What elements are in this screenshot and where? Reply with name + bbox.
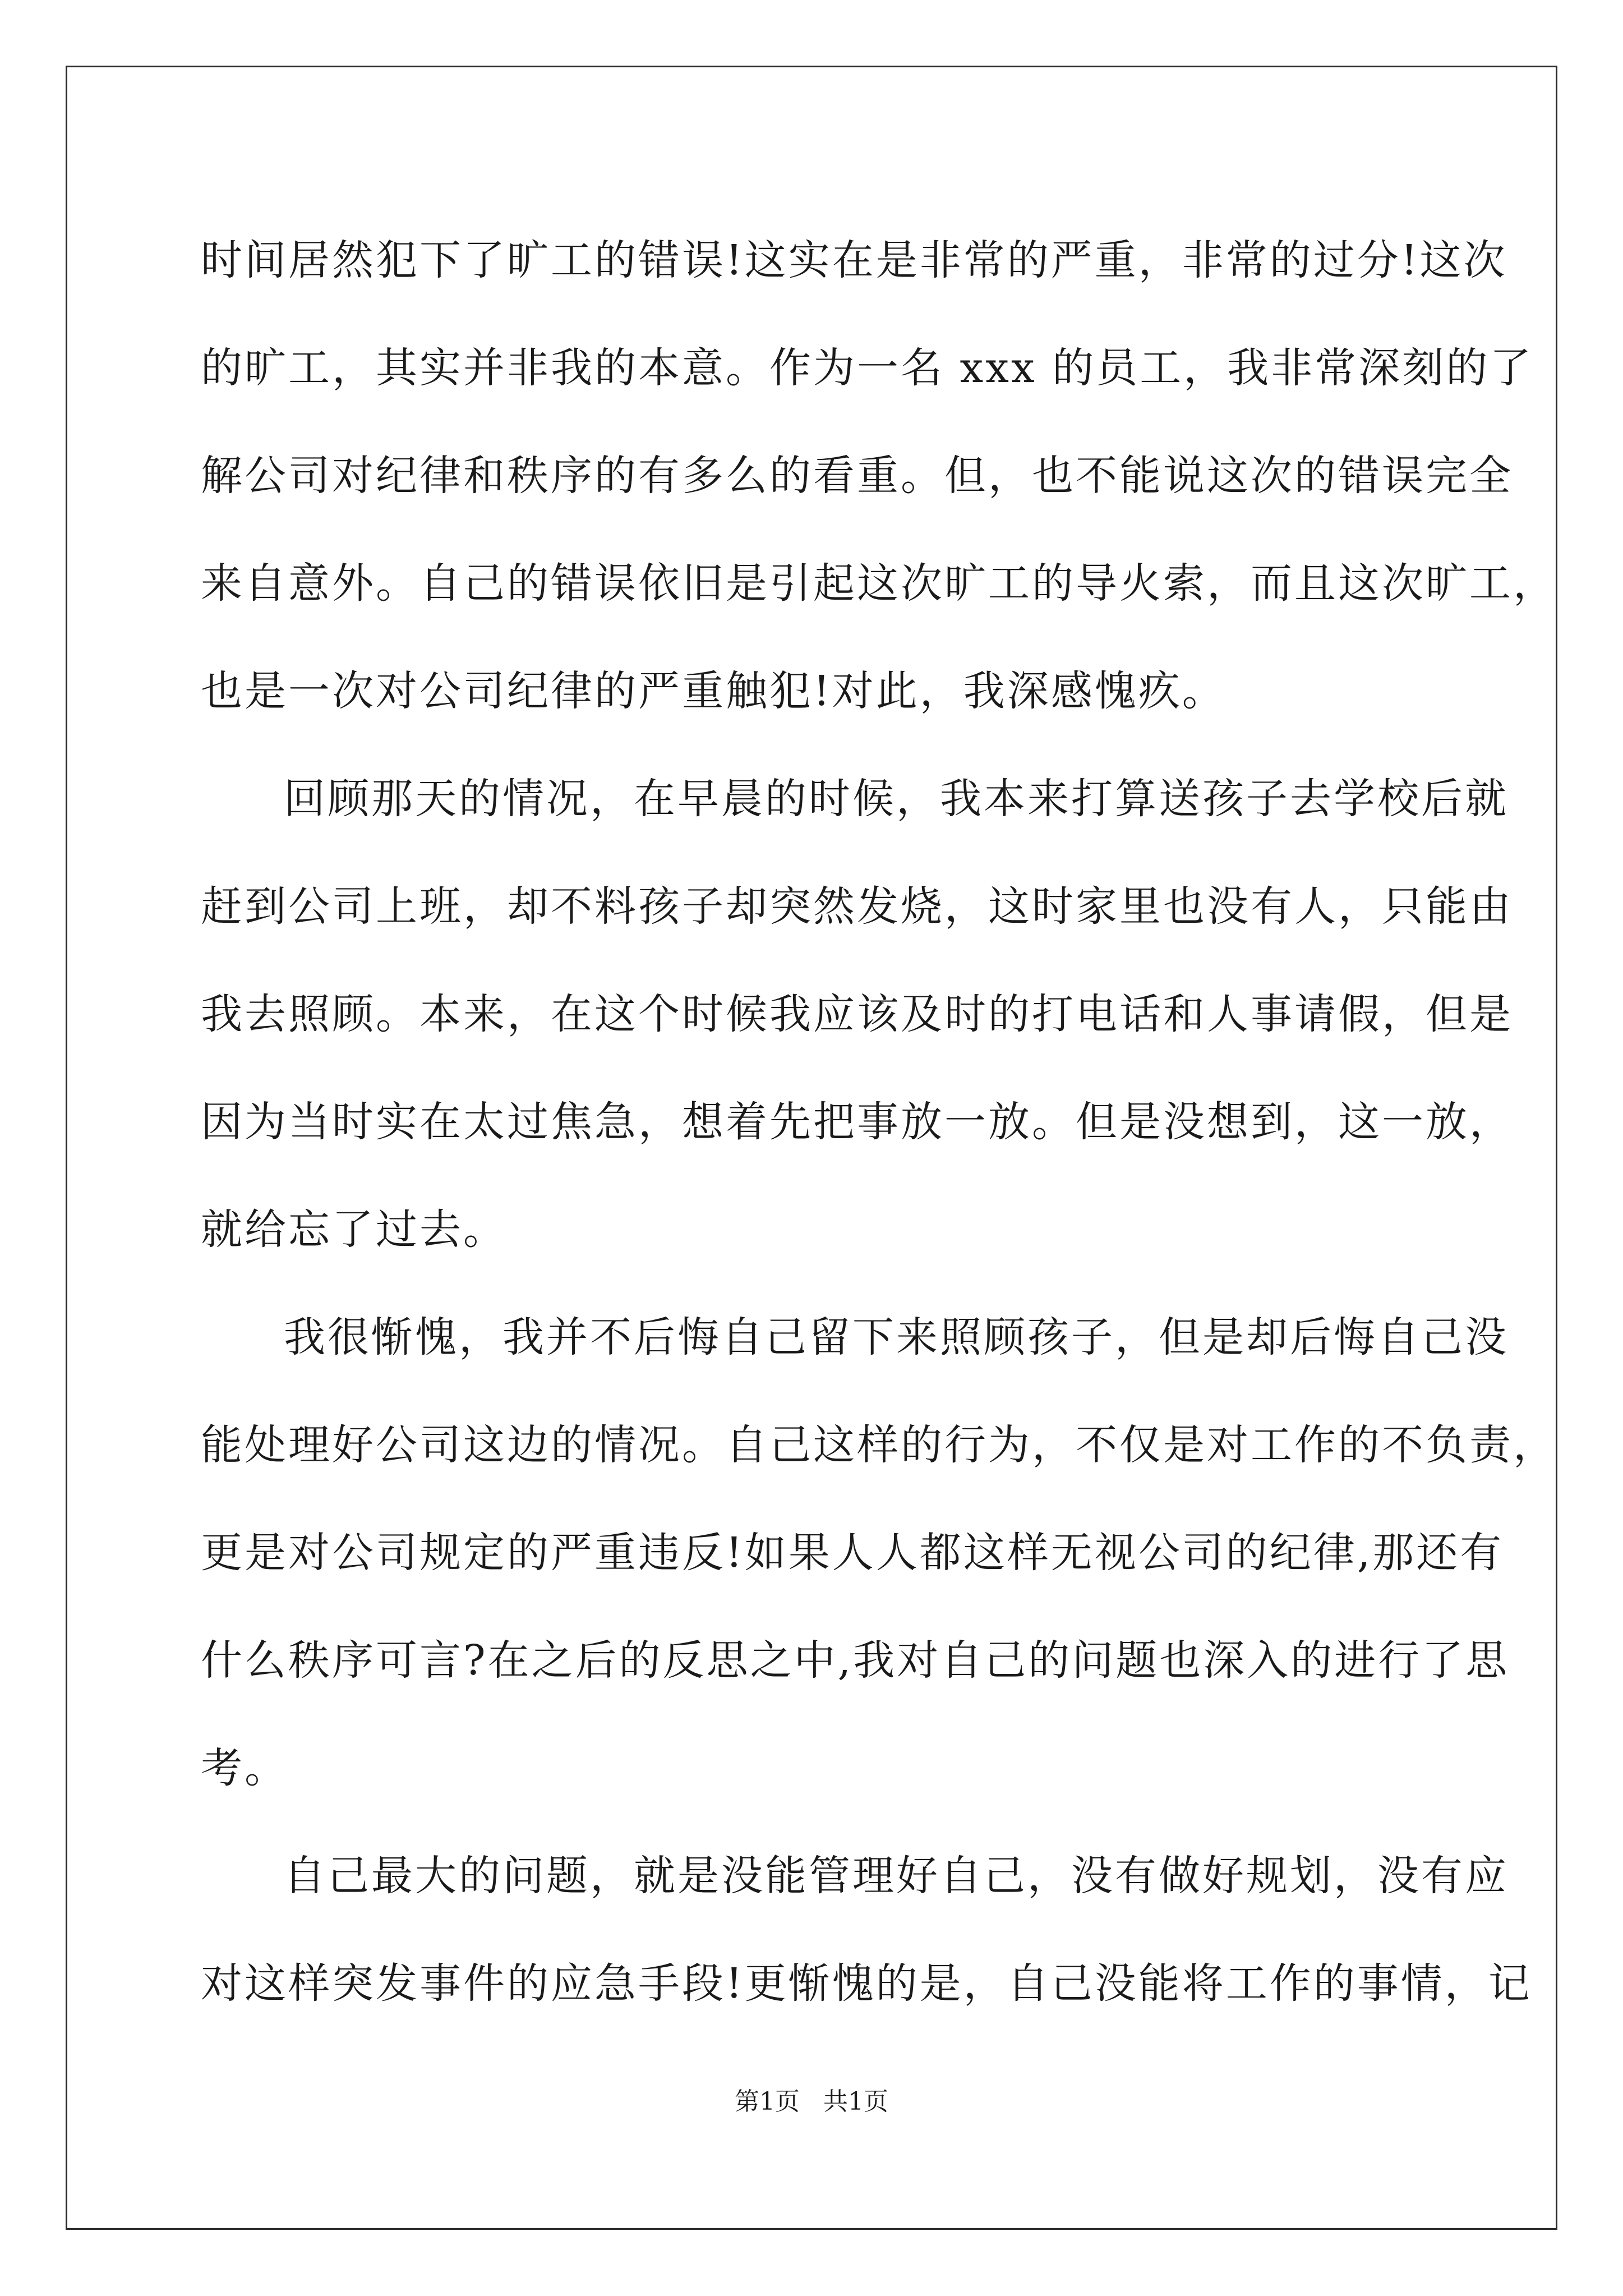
paragraph-first-line: 回顾那天的情况，在早晨的时候，我本来打算送孩子去学校后就 [284, 775, 1509, 823]
page-footer [0, 2081, 1623, 2117]
page-count: 共1页 [823, 2087, 888, 2116]
text-line: 就给忘了过去。 [201, 1205, 507, 1254]
text-line: 能处理好公司这边的情况。自己这样的行为，不仅是对工作的不负责， [201, 1421, 1557, 1469]
text-line: 赶到公司上班，却不料孩子却突然发烧，这时家里也没有人，只能由 [201, 882, 1513, 931]
text-line: 对这样突发事件的应急手段!更惭愧的是，自己没能将工作的事情，记 [201, 1959, 1532, 2008]
paragraph-first-line: 我很惭愧，我并不后悔自己留下来照顾孩子，但是却后悔自己没 [284, 1313, 1509, 1361]
paragraph-first-line: 自己最大的问题，就是没能管理好自己，没有做好规划，没有应 [284, 1852, 1509, 1900]
text-line: 也是一次对公司纪律的严重触犯!对此，我深感愧疚。 [201, 667, 1226, 715]
page-number: 第1页 [735, 2087, 800, 2116]
text-line: 解公司对纪律和秩序的有多么的看重。但，也不能说这次的错误完全 [201, 452, 1513, 500]
document-body [201, 206, 1557, 2037]
text-line: 什么秩序可言?在之后的反思之中,我对自己的问题也深入的进行了思 [201, 1636, 1510, 1685]
text-line: 更是对公司规定的严重违反!如果人人都这样无视公司的纪律,那还有 [201, 1529, 1504, 1577]
text-line: 因为当时实在太过焦急，想着先把事放一放。但是没想到，这一放， [201, 1098, 1513, 1146]
text-line: 我去照顾。本来，在这个时候我应该及时的打电话和人事请假，但是 [201, 990, 1513, 1038]
text-line: 的旷工，其实并非我的本意。作为一名 xxx 的员工，我非常深刻的了 [201, 344, 1534, 392]
text-line: 考。 [201, 1744, 288, 1792]
text-line: 来自意外。自己的错误依旧是引起这次旷工的导火索，而且这次旷工， [201, 559, 1557, 608]
text-line: 时间居然犯下了旷工的错误!这实在是非常的严重，非常的过分!这次 [201, 236, 1507, 284]
